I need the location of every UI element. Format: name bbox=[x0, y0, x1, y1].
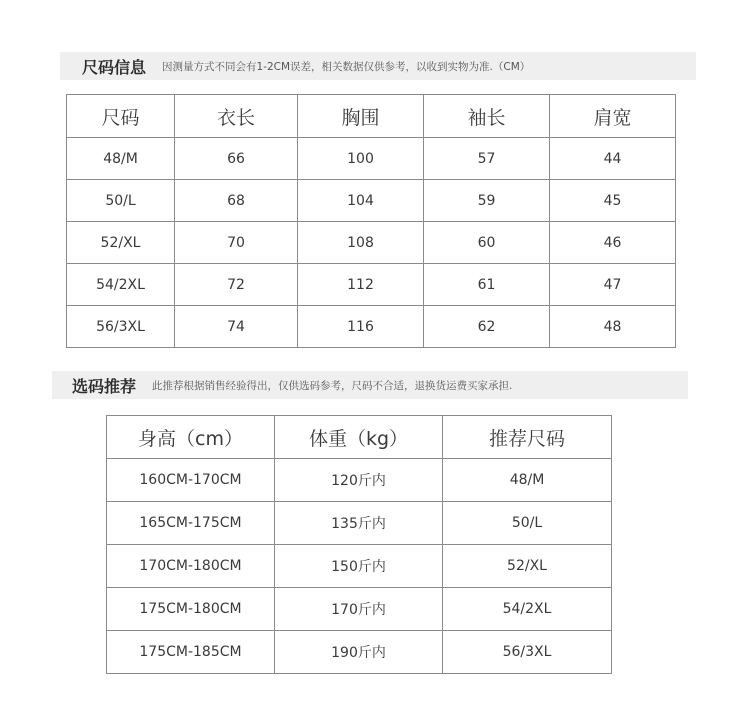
table-cell: 59 bbox=[424, 180, 550, 222]
table-cell: 70 bbox=[175, 222, 298, 264]
table-cell: 160CM-170CM bbox=[107, 459, 275, 502]
table-row bbox=[67, 138, 676, 180]
table-cell: 54/2XL bbox=[443, 588, 612, 631]
column-header-length: 衣长 bbox=[175, 95, 298, 138]
recommend-note: 此推荐根据销售经验得出，仅供选码参考，尺码不合适，退换货运费买家承担. bbox=[152, 379, 513, 392]
table-cell: 56/3XL bbox=[67, 306, 175, 348]
table-cell: 150斤内 bbox=[275, 545, 443, 588]
table-cell: 108 bbox=[298, 222, 424, 264]
table-cell: 68 bbox=[175, 180, 298, 222]
table-row bbox=[107, 545, 612, 588]
recommend-table bbox=[106, 415, 612, 674]
table-cell: 62 bbox=[424, 306, 550, 348]
table-cell: 48 bbox=[550, 306, 676, 348]
table-cell: 56/3XL bbox=[443, 631, 612, 674]
table-cell: 175CM-180CM bbox=[107, 588, 275, 631]
table-cell: 175CM-185CM bbox=[107, 631, 275, 674]
table-row bbox=[67, 306, 676, 348]
table-row bbox=[107, 459, 612, 502]
table-cell: 165CM-175CM bbox=[107, 502, 275, 545]
table-cell: 50/L bbox=[67, 180, 175, 222]
table-cell: 50/L bbox=[443, 502, 612, 545]
size-info-note: 因测量方式不同会有1-2CM误差，相关数据仅供参考，以收到实物为准.（CM） bbox=[162, 60, 531, 73]
table-cell: 52/XL bbox=[67, 222, 175, 264]
table-header-row bbox=[67, 95, 676, 138]
table-cell: 44 bbox=[550, 138, 676, 180]
table-cell: 54/2XL bbox=[67, 264, 175, 306]
column-header-size: 尺码 bbox=[67, 95, 175, 138]
table-cell: 72 bbox=[175, 264, 298, 306]
table-cell: 135斤内 bbox=[275, 502, 443, 545]
table-row bbox=[107, 631, 612, 674]
table-cell: 100 bbox=[298, 138, 424, 180]
table-cell: 66 bbox=[175, 138, 298, 180]
table-row bbox=[67, 180, 676, 222]
table-row bbox=[107, 502, 612, 545]
table-cell: 46 bbox=[550, 222, 676, 264]
table-cell: 52/XL bbox=[443, 545, 612, 588]
column-header-sleeve: 袖长 bbox=[424, 95, 550, 138]
size-info-title: 尺码信息 bbox=[82, 57, 147, 77]
table-cell: 170斤内 bbox=[275, 588, 443, 631]
table-cell: 45 bbox=[550, 180, 676, 222]
table-cell: 57 bbox=[424, 138, 550, 180]
column-header-height: 身高（cm） bbox=[107, 416, 275, 459]
recommend-title: 选码推荐 bbox=[72, 376, 137, 396]
column-header-chest: 胸围 bbox=[298, 95, 424, 138]
table-row bbox=[107, 588, 612, 631]
table-cell: 116 bbox=[298, 306, 424, 348]
table-row bbox=[67, 222, 676, 264]
size-info-table bbox=[66, 94, 676, 348]
table-cell: 112 bbox=[298, 264, 424, 306]
table-cell: 48/M bbox=[67, 138, 175, 180]
table-cell: 104 bbox=[298, 180, 424, 222]
table-cell: 60 bbox=[424, 222, 550, 264]
column-header-shoulder: 肩宽 bbox=[550, 95, 676, 138]
recommend-header bbox=[52, 371, 688, 399]
size-info-header bbox=[60, 52, 696, 80]
table-cell: 190斤内 bbox=[275, 631, 443, 674]
column-header-weight: 体重（kg） bbox=[275, 416, 443, 459]
table-cell: 74 bbox=[175, 306, 298, 348]
table-cell: 61 bbox=[424, 264, 550, 306]
table-cell: 170CM-180CM bbox=[107, 545, 275, 588]
table-row bbox=[67, 264, 676, 306]
table-cell: 120斤内 bbox=[275, 459, 443, 502]
table-cell: 48/M bbox=[443, 459, 612, 502]
table-header-row bbox=[107, 416, 612, 459]
table-cell: 47 bbox=[550, 264, 676, 306]
column-header-recommended-size: 推荐尺码 bbox=[443, 416, 612, 459]
